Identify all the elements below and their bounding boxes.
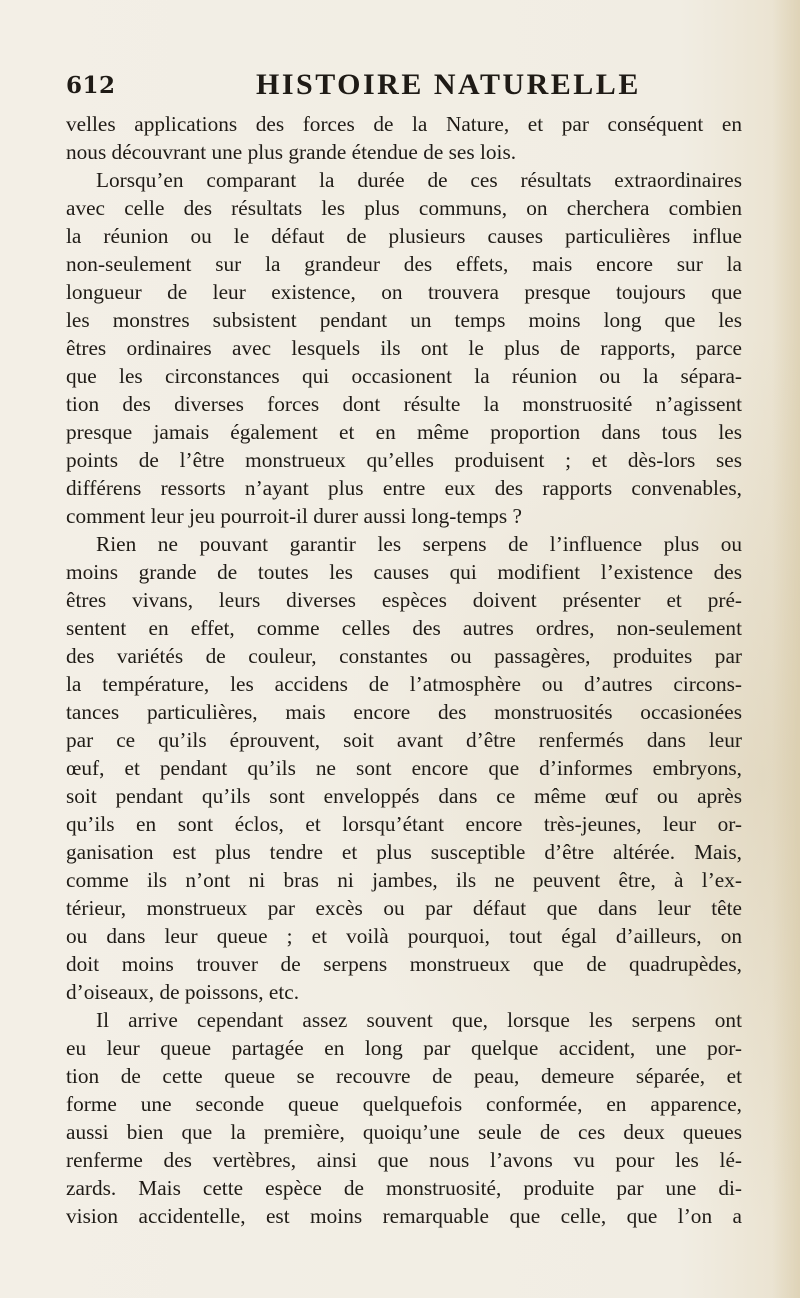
text-line: doit moins trouver de serpens monstrueux que de quadrupèdes, [66,952,742,976]
text-line: vision accidentelle, est moins remarquable que celle, que l’on a [66,1204,742,1228]
text-line: aussi bien que la première, quoiqu’une seule de ces deux queues [66,1120,742,1144]
page-header [66,64,686,108]
text-line: renferme des vertèbres, ainsi que nous l’avons vu pour les lé- [66,1148,742,1172]
text-line: sentent en effet, comme celles des autres ordres, non-seulement [66,616,742,640]
page-number: 612 [66,72,116,99]
text-line: Lorsqu’en comparant la durée de ces résultats extraordinaires [96,168,742,192]
text-line: Rien ne pouvant garantir les serpens de l’influence plus ou [96,532,742,556]
text-line: tion des diverses forces dont résulte la monstruosité n’agissent [66,392,742,416]
text-line: forme une seconde queue quelquefois conformée, en apparence, [66,1092,742,1116]
text-line: eu leur queue partagée en long par quelque accident, une por- [66,1036,742,1060]
text-line: par ce qu’ils éprouvent, soit avant d’être renfermés dans leur [66,728,742,752]
text-line: ganisation est plus tendre et plus susceptible d’être altérée. Mais, [66,840,742,864]
text-line: comment leur jeu pourroit-il durer aussi long-temps ? [66,504,522,528]
text-line: la réunion ou le défaut de plusieurs causes particulières influe [66,224,742,248]
body-text [66,110,742,1230]
text-line: velles applications des forces de la Nature, et par conséquent en [66,112,742,136]
text-line: qu’ils en sont éclos, et lorsqu’étant encore très-jeunes, leur or- [66,812,742,836]
text-line: œuf, et pendant qu’ils ne sont encore que d’informes embryons, [66,756,742,780]
text-line: avec celle des résultats les plus communs, on cherchera combien [66,196,742,220]
page-edge-shadow [772,0,800,1298]
text-line: points de l’être monstrueux qu’elles produisent ; et dès-lors ses [66,448,742,472]
text-line: que les circonstances qui occasionent la réunion ou la sépara- [66,364,742,388]
text-line: êtres ordinaires avec lesquels ils ont le plus de rapports, parce [66,336,742,360]
text-line: la température, les accidens de l’atmosphère ou d’autres circons- [66,672,742,696]
text-line: presque jamais également et en même proportion dans tous les [66,420,742,444]
text-line: moins grande de toutes les causes qui modifient l’existence des [66,560,742,584]
text-line: différens ressorts n’ayant plus entre eux des rapports convenables, [66,476,742,500]
text-line: êtres vivans, leurs diverses espèces doivent présenter et pré- [66,588,742,612]
text-line: tances particulières, mais encore des monstruosités occasionées [66,700,742,724]
running-title: HISTOIRE NATURELLE [256,68,641,101]
text-line: non-seulement sur la grandeur des effets, mais encore sur la [66,252,742,276]
text-line: tion de cette queue se recouvre de peau, demeure séparée, et [66,1064,742,1088]
text-line: des variétés de couleur, constantes ou passagères, produites par [66,644,742,668]
text-line: ou dans leur queue ; et voilà pourquoi, tout égal d’ailleurs, on [66,924,742,948]
text-line: nous découvrant une plus grande étendue de ses lois. [66,140,517,164]
text-line: comme ils n’ont ni bras ni jambes, ils ne peuvent être, à l’ex- [66,868,742,892]
text-line: Il arrive cependant assez souvent que, lorsque les serpens ont [96,1008,742,1032]
text-line: longueur de leur existence, on trouvera presque toujours que [66,280,742,304]
text-line: zards. Mais cette espèce de monstruosité, produite par une di- [66,1176,742,1200]
text-line: les monstres subsistent pendant un temps moins long que les [66,308,742,332]
text-line: soit pendant qu’ils sont enveloppés dans ce même œuf ou après [66,784,742,808]
text-line: térieur, monstrueux par excès ou par défaut que dans leur tête [66,896,742,920]
text-line: d’oiseaux, de poissons, etc. [66,980,300,1004]
